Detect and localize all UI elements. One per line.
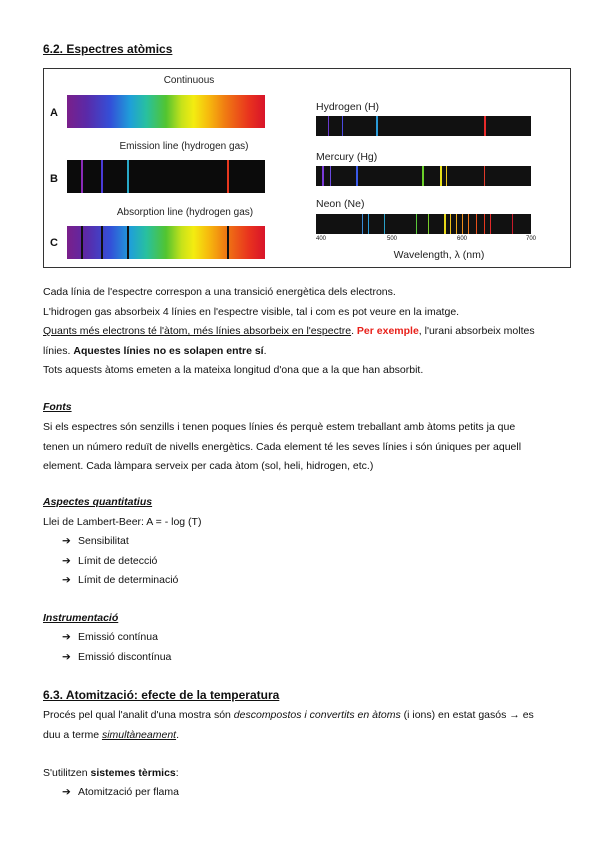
- bold-text: Aquestes línies no es solapen entre sí: [73, 344, 264, 357]
- spectral-line: [446, 166, 447, 186]
- neon-label: Neon (Ne): [316, 198, 365, 210]
- arrow-icon: ➔: [62, 786, 71, 798]
- spectral-line: [484, 166, 485, 186]
- intro-paragraph: [43, 283, 573, 381]
- spectral-line: [484, 214, 485, 234]
- section-title: 6.2. Espectres atòmics: [43, 42, 173, 56]
- lambert-beer-law: Llei de Lambert-Beer: A = - log (T): [43, 516, 202, 528]
- continuous-spectrum: [67, 95, 265, 128]
- spectra-figure: [43, 68, 571, 268]
- list-item: [62, 532, 129, 552]
- spectral-line: [450, 214, 451, 234]
- list-item-label: Límit de determinació: [78, 574, 179, 586]
- fonts-line: element. Cada làmpara serveix per cada àtom (sol, heli, hidrogen, etc.): [43, 460, 374, 472]
- spectral-line: [476, 214, 477, 234]
- absorption-line: [227, 226, 229, 259]
- arrow-icon: ➔: [62, 651, 71, 663]
- text: Procés pel qual l'analit d'una mostra són: [43, 709, 234, 721]
- list-item-label: Atomització per flama: [78, 786, 179, 798]
- fonts-line: Si els espectres són senzills i tenen poques línies és perquè estem treballant amb àtoms petits ja que: [43, 421, 516, 433]
- text: (i ions) en estat gasós → es: [400, 709, 534, 721]
- intro-line-1: Cada línia de l'espectre correspon a una transició energètica dels electrons.: [43, 286, 396, 298]
- list-item-label: Límit de detecció: [78, 555, 158, 567]
- spectral-line: [342, 116, 343, 136]
- sistemes-line: [43, 764, 179, 784]
- spectral-line: [512, 214, 513, 234]
- intro-line-3: [43, 322, 573, 342]
- arrow-icon: ➔: [62, 574, 71, 586]
- spectral-line: [384, 214, 385, 234]
- tick-label: 600: [457, 236, 468, 242]
- tick-label: 500: [387, 236, 398, 242]
- spectral-line: [376, 116, 378, 136]
- mercury-label: Mercury (Hg): [316, 151, 378, 163]
- intro-line-5: Tots aquests àtoms emeten a la mateixa longitud d'ona que a la que han absorbit.: [43, 364, 424, 376]
- intro-line-4: [43, 342, 573, 362]
- text: línies.: [43, 344, 74, 357]
- spectral-line: [468, 214, 469, 234]
- emission-spectrum: [67, 160, 265, 193]
- neon-spectrum: [316, 214, 531, 234]
- highlight-text: Per exemple: [356, 325, 419, 337]
- continuous-label: Continuous: [163, 75, 215, 86]
- emission-line: [127, 160, 129, 193]
- list-item: [62, 628, 158, 648]
- spectral-line: [322, 166, 324, 186]
- fonts-paragraph: [43, 418, 573, 477]
- intro-line-2: L'hidrogen gas absorbeix 4 línies en l'espectre visible, tal i com es pot veure en la imatge.: [43, 305, 460, 318]
- para-line: [43, 706, 573, 726]
- text: .: [351, 325, 357, 337]
- arrow-icon: ➔: [62, 535, 71, 547]
- section-title: 6.3. Atomització: efecte de la temperatura: [43, 688, 280, 702]
- para-line: [43, 726, 573, 746]
- fonts-line: tenen un número reduït de nivells energètics. Cada element té les seves línies i són úniques per aquell: [43, 440, 522, 453]
- list-item: [62, 571, 178, 591]
- spectral-line: [456, 214, 457, 234]
- arrow-icon: ➔: [62, 555, 71, 567]
- spectral-line: [440, 166, 442, 186]
- spectral-line: [490, 214, 491, 234]
- spectral-line: [428, 214, 429, 234]
- spectral-line: [362, 214, 363, 234]
- row-a-letter: A: [50, 107, 58, 119]
- absorption-line: [101, 226, 103, 259]
- list-item-label: Emissió contínua: [78, 631, 158, 643]
- absorption-label: Absorption line (hydrogen gas): [116, 207, 254, 218]
- hydrogen-spectrum: [316, 116, 531, 136]
- spectral-line: [328, 116, 329, 136]
- arrow-icon: ➔: [62, 631, 71, 643]
- aspectes-heading: Aspectes quantitatius: [43, 496, 153, 508]
- spectral-line: [444, 214, 446, 234]
- list-item: [62, 552, 157, 572]
- hydrogen-label: Hydrogen (H): [316, 101, 380, 113]
- bold-text: sistemes tèrmics: [90, 767, 176, 779]
- underlined-text: Quants més electrons té l'àtom, més línies absorbeix en l'espectre: [43, 325, 352, 337]
- spectral-line: [416, 214, 417, 234]
- italic-text: descompostos i convertits en àtoms: [233, 709, 401, 721]
- spectral-line: [484, 116, 486, 136]
- list-item: [62, 783, 179, 803]
- emission-line: [81, 160, 83, 193]
- instrumentacio-heading: Instrumentació: [43, 612, 119, 624]
- text: .: [176, 728, 179, 741]
- spectral-line: [330, 166, 331, 186]
- absorption-line: [81, 226, 83, 259]
- mercury-spectrum: [316, 166, 531, 186]
- absorption-spectrum: [67, 226, 265, 259]
- spectral-line: [368, 214, 369, 234]
- row-b-letter: B: [50, 173, 58, 185]
- row-c-letter: C: [50, 237, 58, 249]
- absorption-line: [127, 226, 129, 259]
- tick-label: 400: [316, 236, 327, 242]
- list-item-label: Sensibilitat: [78, 535, 129, 547]
- list-item: [62, 648, 171, 668]
- text: , l'urani absorbeix moltes: [418, 325, 535, 337]
- spectral-line: [356, 166, 358, 186]
- spectral-line: [462, 214, 463, 234]
- italic-underlined-text: simultàneament: [101, 728, 177, 741]
- axis-label: Wavelength, λ (nm): [393, 249, 485, 261]
- spectral-line: [422, 166, 424, 186]
- text: :: [175, 767, 179, 779]
- emission-line: [227, 160, 229, 193]
- text: .: [263, 344, 267, 357]
- tick-label: 700: [526, 236, 537, 242]
- list-item-label: Emissió discontínua: [78, 651, 172, 663]
- atomitzacio-paragraph: [43, 706, 573, 745]
- emission-label: Emission line (hydrogen gas): [119, 141, 249, 152]
- fonts-heading: Fonts: [43, 401, 72, 413]
- emission-line: [101, 160, 103, 193]
- text: S'utilitzen: [43, 767, 91, 779]
- text: duu a terme: [43, 728, 102, 741]
